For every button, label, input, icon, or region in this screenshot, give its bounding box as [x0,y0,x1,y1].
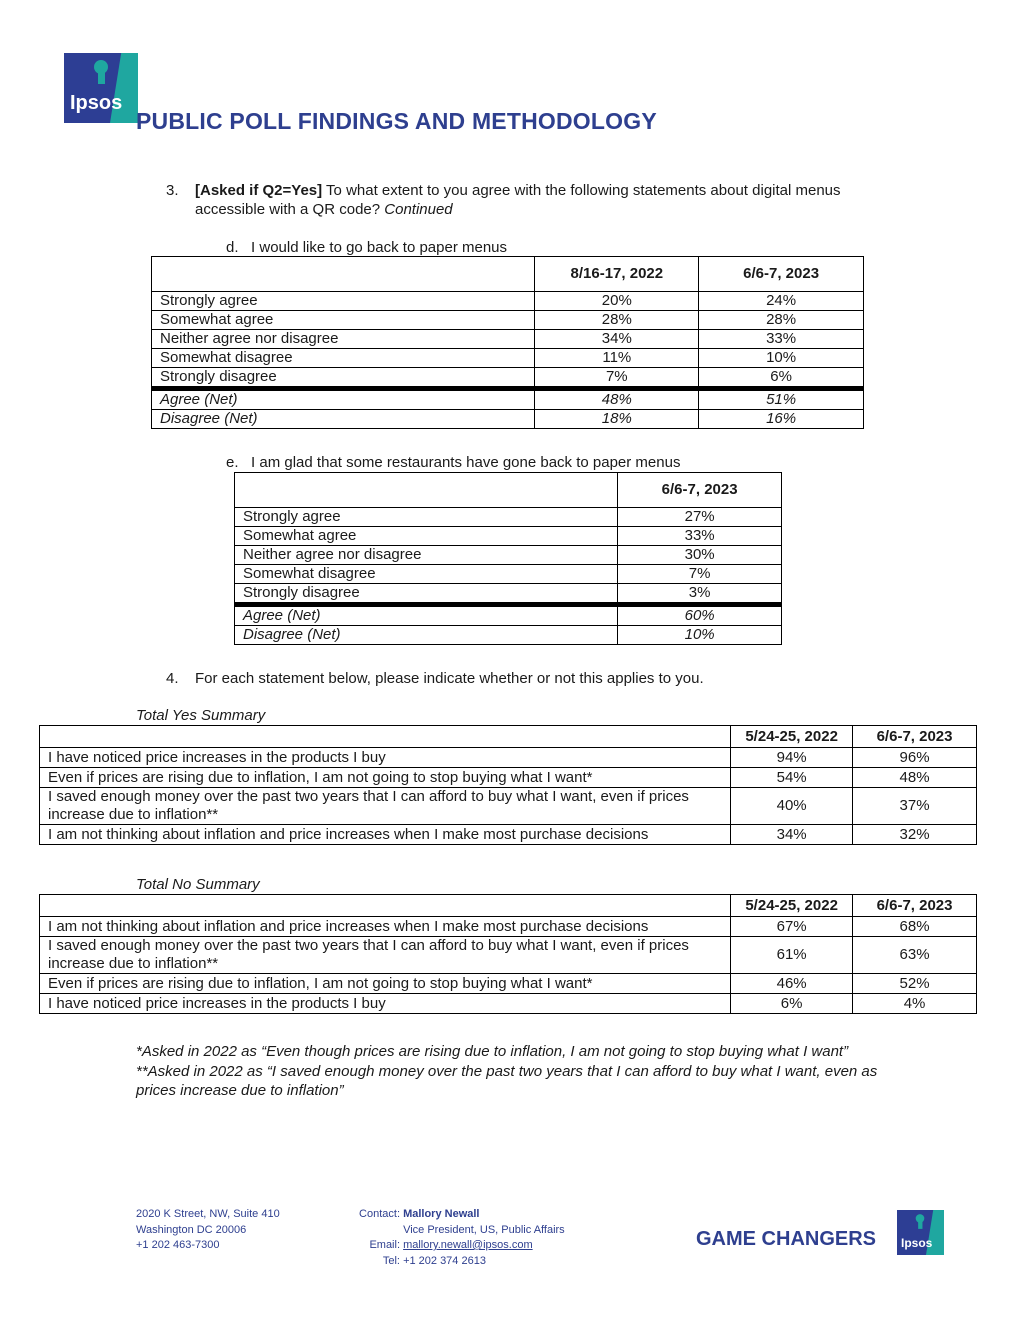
table-row: Even if prices are rising due to inflation, I am not going to stop buying what I want* 46% 52% [40,974,977,994]
net-row: Agree (Net) 48% 51% [152,389,864,410]
table-row: Neither agree nor disagree 34% 33% [152,330,864,349]
total-no-caption: Total No Summary [136,876,260,893]
table-row: Somewhat disagree 7% [235,565,782,584]
table-header-row [152,257,864,292]
contact-title: Vice President, US, Public Affairs [403,1223,565,1236]
column-header: 6/6-7, 2023 [699,257,864,292]
footer-address: 2020 K Street, NW, Suite 410 Washington DC 20006 +1 202 463-7300 [136,1208,280,1251]
table-row: Strongly disagree 7% 6% [152,368,864,389]
net-row: Agree (Net) 60% [235,605,782,626]
table-row: Somewhat agree 28% 28% [152,311,864,330]
table-header-row [40,895,977,917]
question-number: 4. [166,670,179,687]
table-row: I am not thinking about inflation and price increases when I make most purchase decisions 34% 32% [40,825,977,845]
contact-phone: +1 202 374 2613 [403,1254,486,1267]
ipsos-logo-footer [897,1210,944,1255]
table-row: Somewhat agree 33% [235,527,782,546]
column-header: 6/6-7, 2023 [853,726,977,748]
table-row: Somewhat disagree 11% 10% [152,349,864,368]
subquestion-d-caption: d. I would like to go back to paper menus [226,239,508,256]
question-text: To what extent to you agree with the following statements about digital menus accessible with a QR code? [195,182,841,218]
tagline: GAME CHANGERS [696,1228,877,1250]
column-header: 8/16-17, 2022 [535,257,699,292]
footnote-2: **Asked in 2022 as “I saved enough money over the past two years that I can afford to buy what I want, even as prices increase due to inflation” [136,1062,878,1099]
logo-text: Ipsos [901,1236,933,1250]
table-row: I have noticed price increases in the products I buy 6% 4% [40,994,977,1014]
column-header: 5/24-25, 2022 [731,895,853,917]
footer-contact: Contact: Mallory Newall Vice President, US, Public Affairs Email: mallory.newall@ipsos.com Tel: +1 202 374 2613 [359,1208,565,1267]
table-row: Neither agree nor disagree 30% [235,546,782,565]
column-header: 5/24-25, 2022 [731,726,853,748]
footnote-1: *Asked in 2022 as “Even though prices are rising due to inflation, I am not going to stop buying what I want” [136,1043,849,1060]
contact-name: Mallory Newall [403,1208,480,1220]
subquestion-e-caption: e. I am glad that some restaurants have gone back to paper menus [226,454,681,471]
table-row: I saved enough money over the past two years that I can afford to buy what I want, even if prices increase due to inflation** 40% 37% [40,788,977,825]
table-e [234,472,782,645]
net-row: Disagree (Net) 10% [235,626,782,645]
table-header-row [235,473,782,508]
continued-label: Continued [384,201,453,218]
logo-text: Ipsos [70,92,123,114]
table-row: I saved enough money over the past two years that I can afford to buy what I want, even if prices increase due to inflation** 61% 63% [40,937,977,974]
total-yes-table [39,725,977,845]
ipsos-logo [64,53,138,123]
table-row: I have noticed price increases in the products I buy 94% 96% [40,748,977,768]
table-d [151,256,864,429]
page-title: PUBLIC POLL FINDINGS AND METHODOLOGY [136,108,657,134]
table-row: I am not thinking about inflation and price increases when I make most purchase decisions 67% 68% [40,917,977,937]
table-row: Even if prices are rising due to inflation, I am not going to stop buying what I want* 54% 48% [40,768,977,788]
question-text: For each statement below, please indicate whether or not this applies to you. [195,670,704,687]
footnotes [136,1042,886,1101]
question-number: 3. [166,182,179,199]
question-condition: [Asked if Q2=Yes] [195,182,323,199]
email-link[interactable]: mallory.newall@ipsos.com [403,1239,533,1251]
column-header: 6/6-7, 2023 [618,473,782,508]
table-header-row [40,726,977,748]
table-row: Strongly agree 27% [235,508,782,527]
total-yes-caption: Total Yes Summary [136,707,266,724]
head-silhouette-icon [912,1212,928,1231]
net-row: Disagree (Net) 18% 16% [152,410,864,429]
column-header: 6/6-7, 2023 [853,895,977,917]
table-row: Strongly agree 20% 24% [152,292,864,311]
head-silhouette-icon [88,57,114,87]
total-no-table [39,894,977,1014]
table-row: Strongly disagree 3% [235,584,782,605]
